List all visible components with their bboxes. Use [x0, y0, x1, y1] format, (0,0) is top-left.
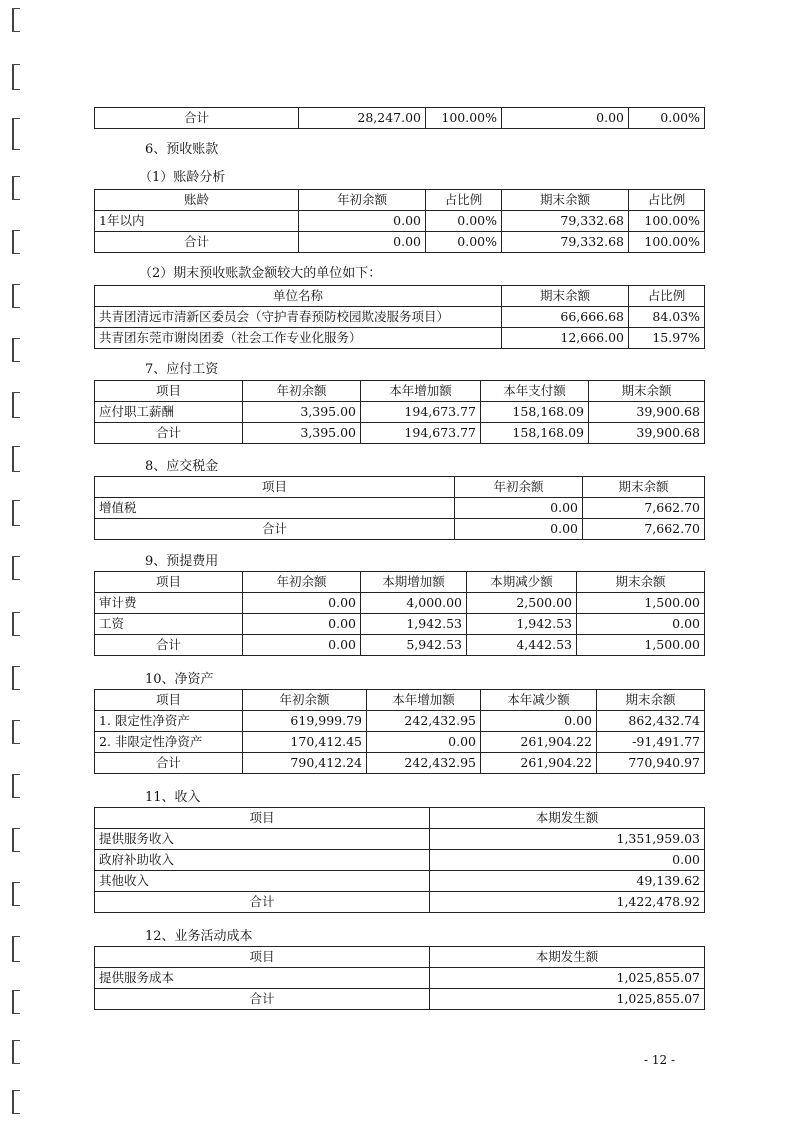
table-row: 审计费 0.00 4,000.00 2,500.00 1,500.00 — [95, 593, 705, 614]
section-6-sub2: （2）期末预收账款金额较大的单位如下： — [139, 266, 382, 281]
binding-marks — [10, 0, 24, 1123]
table-total-row: 合计 0.00 5,942.53 4,442.53 1,500.00 — [95, 635, 705, 656]
table-header-row: 单位名称 期末余额 占比例 — [95, 286, 705, 307]
section-11-title: 11、收入 — [145, 790, 201, 805]
table-row: 应付职工薪酬 3,395.00 194,673.77 158,168.09 39,900.68 — [95, 402, 705, 423]
table-row: 提供服务成本 1,025,855.07 — [95, 968, 705, 989]
table-header-row: 项目 年初余额 本期增加额 本期减少额 期末余额 — [95, 572, 705, 593]
table-total-row: 合计 790,412.24 242,432.95 261,904.22 770,940.97 — [95, 753, 705, 774]
table-total-row: 合计 3,395.00 194,673.77 158,168.09 39,900.68 — [95, 423, 705, 444]
section-12-title: 12、业务活动成本 — [145, 929, 253, 944]
table-header-row: 项目 年初余额 期末余额 — [95, 477, 705, 498]
section-7-title: 7、应付工资 — [145, 362, 219, 377]
net-assets-table — [94, 689, 705, 774]
table-row: 其他收入 49,139.62 — [95, 871, 705, 892]
taxes-payable-table — [94, 476, 705, 540]
table-total-row: 合计 0.00 0.00% 79,332.68 100.00% — [95, 232, 705, 253]
table-total-row: 合计 0.00 7,662.70 — [95, 519, 705, 540]
table-header-row: 项目 年初余额 本年增加额 本年减少额 期末余额 — [95, 690, 705, 711]
table-header-row: 项目 本期发生额 — [95, 808, 705, 829]
table-row: 工资 0.00 1,942.53 1,942.53 0.00 — [95, 614, 705, 635]
accrued-expenses-table — [94, 571, 705, 656]
aging-table — [94, 189, 705, 253]
table-total-row: 合计 1,025,855.07 — [95, 989, 705, 1010]
table-row: 增值税 0.00 7,662.70 — [95, 498, 705, 519]
section-6-sub1: （1）账龄分析 — [139, 170, 226, 185]
section-6-title: 6、预收账款 — [145, 142, 219, 157]
section-9-title: 9、预提费用 — [145, 554, 219, 569]
table-row: 共青团东莞市谢岗团委（社会工作专业化服务） 12,666.00 15.97% — [95, 328, 705, 349]
prepaid-units-table — [94, 285, 705, 349]
table-header-row: 项目 本期发生额 — [95, 947, 705, 968]
table-row: 1. 限定性净资产 619,999.79 242,432.95 0.00 862,432.74 — [95, 711, 705, 732]
table-row: 2. 非限定性净资产 170,412.45 0.00 261,904.22 -91,491.77 — [95, 732, 705, 753]
revenue-table — [94, 807, 705, 913]
receivable-total-table — [94, 107, 705, 129]
table-row: 合计 28,247.00 100.00% 0.00 0.00% — [95, 108, 705, 129]
page-number: - 12 - — [644, 1053, 676, 1067]
wages-payable-table — [94, 380, 705, 444]
table-total-row: 合计 1,422,478.92 — [95, 892, 705, 913]
table-row: 政府补助收入 0.00 — [95, 850, 705, 871]
section-10-title: 10、净资产 — [145, 672, 214, 687]
table-row: 提供服务收入 1,351,959.03 — [95, 829, 705, 850]
table-header-row: 项目 年初余额 本年增加额 本年支付额 期末余额 — [95, 381, 705, 402]
section-8-title: 8、应交税金 — [145, 459, 219, 474]
table-row: 共青团清远市清新区委员会（守护青春预防校园欺凌服务项目） 66,666.68 84.03% — [95, 307, 705, 328]
operating-cost-table — [94, 946, 705, 1010]
table-row: 1年以内 0.00 0.00% 79,332.68 100.00% — [95, 211, 705, 232]
table-header-row: 账龄 年初余额 占比例 期末余额 占比例 — [95, 190, 705, 211]
